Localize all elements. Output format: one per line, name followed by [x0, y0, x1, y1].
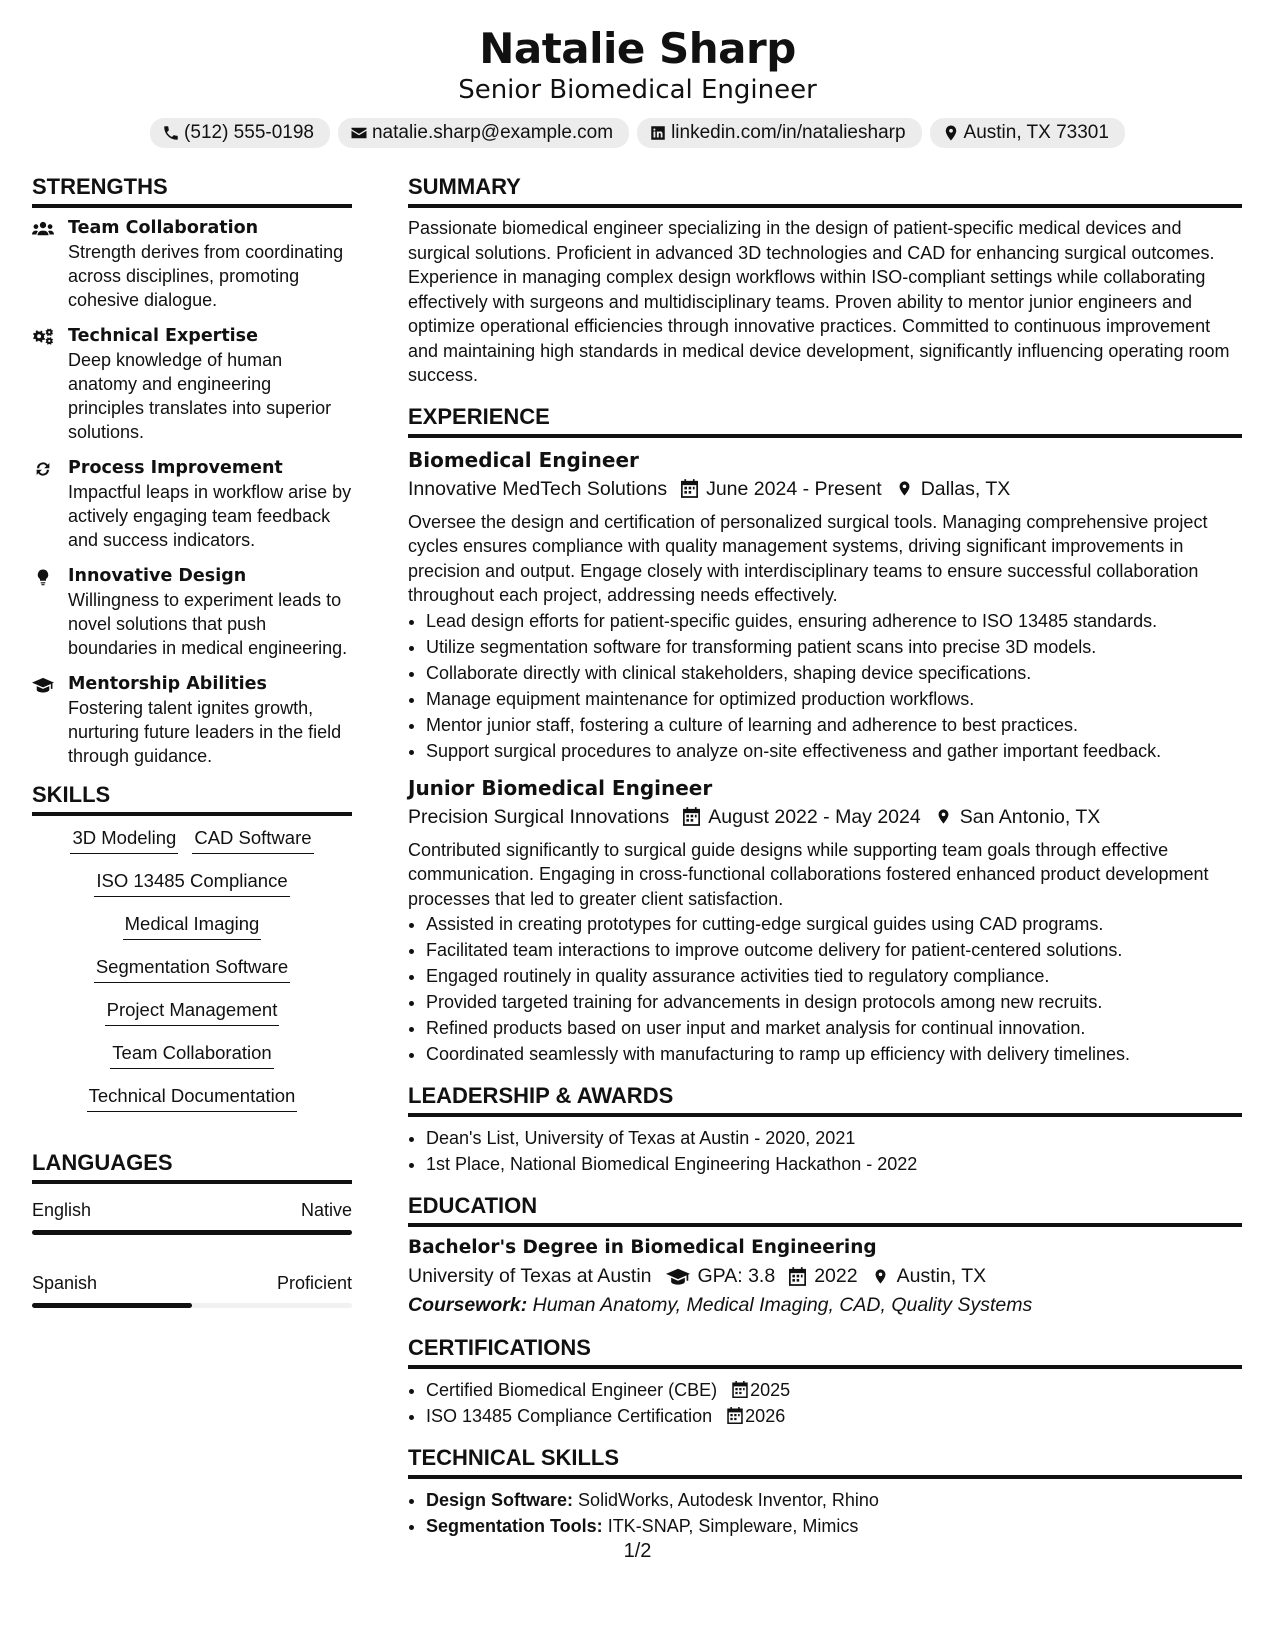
list-item: • Utilize segmentation software for transforming patient scans into precise 3D models.	[426, 634, 1242, 660]
calendar-icon	[789, 1267, 806, 1286]
list-item: • Mentor junior staff, fostering a culture of learning and adherence to best practices.	[426, 712, 1242, 738]
strength-description: Fostering talent ignites growth, nurturing future leaders in the field through guidance.	[68, 698, 342, 766]
technical-skills-list	[408, 1487, 1242, 1539]
skill-tag: ISO 13485 Compliance	[94, 869, 289, 897]
tech-skill-label: Segmentation Tools:	[426, 1516, 603, 1536]
leadership-heading: LEADERSHIP & AWARDS	[408, 1081, 1242, 1117]
coursework	[408, 1291, 1242, 1319]
list-item: • Assisted in creating prototypes for cutting-edge surgical guides using CAD programs.	[426, 911, 1242, 937]
strength-title: Mentorship Abilities	[68, 674, 267, 694]
list-item: • 1st Place, National Biomedical Engineering Hackathon - 2022	[426, 1151, 1242, 1177]
job-role: Biomedical Engineer	[408, 447, 639, 472]
job-bullets	[408, 911, 1242, 1067]
location-icon	[935, 807, 952, 826]
tech-skill-label: Design Software:	[426, 1490, 574, 1510]
job-location: Dallas, TX	[920, 477, 1011, 500]
list-item: • Collaborate directly with clinical stakeholders, shaping device specifications.	[426, 660, 1242, 686]
page-number: 1/2	[623, 1540, 652, 1562]
list-item: • Manage equipment maintenance for optimized production workflows.	[426, 686, 1242, 712]
job-bullets	[408, 608, 1242, 764]
job-description: Contributed significantly to surgical guide designs while supporting team goals through effective communication. Engaging in cross-functional collaborations fostered enhanced product development processes that led to greater client satisfaction.	[408, 839, 1209, 909]
location-icon	[872, 1267, 889, 1286]
graduation-cap-icon	[666, 1267, 690, 1286]
lightbulb-icon	[32, 568, 54, 586]
list-item	[426, 1403, 1242, 1429]
school-location: Austin, TX	[896, 1265, 987, 1287]
job-company: Innovative MedTech Solutions	[408, 477, 668, 500]
contact-phone[interactable]	[150, 118, 330, 148]
right-column	[408, 172, 1242, 1539]
certification-year: 2025	[750, 1380, 791, 1400]
language-name: Spanish	[32, 1273, 98, 1293]
strengths-heading: STRENGTHS	[32, 172, 352, 208]
list-item: • Refined products based on user input and market analysis for continual innovation.	[426, 1015, 1242, 1041]
left-column	[32, 172, 352, 1344]
phone-icon	[162, 124, 180, 142]
language-proficiency-bar	[32, 1230, 352, 1235]
list-item: • Dean's List, University of Texas at Austin - 2020, 2021	[426, 1125, 1242, 1151]
contact-bar	[0, 118, 1275, 148]
list-item: • Facilitated team interactions to improve outcome delivery for patient-centered solutions.	[426, 937, 1242, 963]
candidate-title: Senior Biomedical Engineer	[458, 75, 817, 105]
strength-title: Team Collaboration	[68, 218, 259, 238]
tech-skill-value: SolidWorks, Autodesk Inventor, Rhino	[578, 1490, 879, 1510]
contact-email-text: natalie.sharp@example.com	[371, 122, 614, 143]
candidate-name: Natalie Sharp	[479, 24, 796, 73]
contact-phone-text: (512) 555-0198	[184, 122, 314, 143]
strength-description: Willingness to experiment leads to novel solutions that push boundaries in medical engineering.	[68, 590, 348, 658]
certification-name: Certified Biomedical Engineer (CBE)	[426, 1380, 718, 1400]
list-item: • Support surgical procedures to analyze on-site effectiveness and gather important feedback.	[426, 738, 1242, 764]
strength-item	[32, 564, 352, 660]
calendar-icon	[727, 1407, 743, 1424]
contact-location-text: Austin, TX 73301	[963, 122, 1109, 143]
strength-item	[32, 672, 352, 768]
job-entry	[408, 446, 1242, 764]
language-level: Native	[300, 1200, 352, 1220]
skills-list	[32, 826, 352, 1112]
skills-heading: SKILLS	[32, 780, 352, 816]
skill-tag: Technical Documentation	[87, 1084, 298, 1112]
language-proficiency-fill	[32, 1303, 192, 1308]
calendar-icon	[683, 807, 700, 826]
strength-description: Impactful leaps in workflow arise by actively engaging team feedback and success indicators.	[68, 482, 352, 550]
summary-text: Passionate biomedical engineer specializing in the design of patient-specific medical devices and surgical solutions. Proficient in advanced 3D technologies and CAD for enhancing surgical outcomes. Experience in managing complex design workflows within ISO-compliant settings while collaborating effectively with surgeons and multidisciplinary teams. Proven ability to mentor junior engineers and optimize operational efficiencies through innovative practices. Committed to continuous improvement and maintaining high standards in medical device development, significantly influencing operating room success.	[408, 218, 1230, 385]
skill-tag: Medical Imaging	[123, 912, 262, 940]
job-dates: June 2024 - Present	[706, 477, 882, 500]
education-meta	[408, 1261, 1242, 1291]
calendar-icon	[681, 479, 698, 498]
contact-linkedin-text: linkedin.com/in/nataliesharp	[671, 122, 906, 143]
contact-location[interactable]	[930, 118, 1125, 148]
refresh-icon	[32, 460, 54, 478]
list-item: • Provided targeted training for advancements in design protocols among new recruits.	[426, 989, 1242, 1015]
graduation-cap-icon	[32, 676, 54, 694]
list-item	[426, 1487, 1242, 1513]
education-heading: EDUCATION	[408, 1191, 1242, 1227]
language-level: Proficient	[276, 1273, 352, 1293]
leadership-list	[408, 1125, 1242, 1177]
experience-heading: EXPERIENCE	[408, 402, 1242, 438]
language-proficiency-bar	[32, 1303, 352, 1308]
strength-item	[32, 456, 352, 552]
strength-item	[32, 324, 352, 444]
certification-name: ISO 13485 Compliance Certification	[426, 1406, 713, 1426]
graduation-year: 2022	[814, 1265, 858, 1287]
certification-year: 2026	[745, 1406, 786, 1426]
resume-header	[0, 0, 1275, 148]
language-name: English	[32, 1200, 92, 1220]
job-dates: August 2022 - May 2024	[708, 805, 921, 828]
languages-heading: LANGUAGES	[32, 1148, 352, 1184]
job-description: Oversee the design and certification of personalized surgical tools. Managing comprehensive project cycles ensures compliance with quality management systems, driving significant improvements in precision and output. Engage closely with interdisciplinary teams to ensure successful collaboration throughout each project, addressing needs effectively.	[408, 511, 1208, 605]
strength-title: Innovative Design	[68, 566, 247, 586]
job-location: San Antonio, TX	[959, 805, 1101, 828]
job-meta	[408, 802, 1242, 832]
strength-item	[32, 216, 352, 312]
job-meta	[408, 474, 1242, 504]
skill-tag: Team Collaboration	[110, 1041, 273, 1069]
coursework-text: Human Anatomy, Medical Imaging, CAD, Quality Systems	[532, 1294, 1033, 1316]
strength-description: Deep knowledge of human anatomy and engineering principles translates into superior solutions.	[68, 350, 332, 442]
skill-tag: Segmentation Software	[94, 955, 290, 983]
school-name: University of Texas at Austin	[408, 1265, 652, 1287]
technical-skills-heading: TECHNICAL SKILLS	[408, 1443, 1242, 1479]
gears-icon	[32, 328, 54, 346]
list-item	[426, 1377, 1242, 1403]
tech-skill-value: ITK-SNAP, Simpleware, Mimics	[607, 1516, 859, 1536]
degree-title: Bachelor's Degree in Biomedical Engineering	[408, 1237, 877, 1258]
skill-tag: CAD Software	[192, 826, 313, 854]
contact-email[interactable]	[338, 118, 629, 148]
certifications-list	[408, 1377, 1242, 1429]
skill-tag: Project Management	[105, 998, 280, 1026]
location-icon	[896, 479, 913, 498]
list-item: • Lead design efforts for patient-specific guides, ensuring adherence to ISO 13485 standards.	[426, 608, 1242, 634]
job-entry	[408, 774, 1242, 1068]
strength-title: Process Improvement	[68, 458, 283, 478]
strength-title: Technical Expertise	[68, 326, 258, 346]
contact-linkedin[interactable]	[637, 118, 921, 148]
list-item: • Engaged routinely in quality assurance activities tied to regulatory compliance.	[426, 963, 1242, 989]
list-item	[426, 1513, 1242, 1539]
linkedin-icon	[649, 124, 667, 142]
language-proficiency-fill	[32, 1230, 352, 1235]
gpa: GPA: 3.8	[697, 1265, 776, 1287]
calendar-icon	[732, 1381, 748, 1398]
certifications-heading: CERTIFICATIONS	[408, 1333, 1242, 1369]
job-company: Precision Surgical Innovations	[408, 805, 670, 828]
users-icon	[32, 220, 54, 238]
location-icon	[942, 124, 960, 142]
coursework-label: Coursework:	[408, 1294, 528, 1316]
list-item: • Coordinated seamlessly with manufacturing to ramp up efficiency with delivery timelines.	[426, 1041, 1242, 1067]
languages-list	[32, 1198, 352, 1308]
job-role: Junior Biomedical Engineer	[408, 775, 713, 800]
email-icon	[350, 124, 368, 142]
summary-heading: SUMMARY	[408, 172, 1242, 208]
strength-description: Strength derives from coordinating across disciplines, promoting cohesive dialogue.	[68, 242, 344, 310]
language-item	[32, 1198, 352, 1222]
language-item	[32, 1271, 352, 1295]
skill-tag: 3D Modeling	[70, 826, 178, 854]
